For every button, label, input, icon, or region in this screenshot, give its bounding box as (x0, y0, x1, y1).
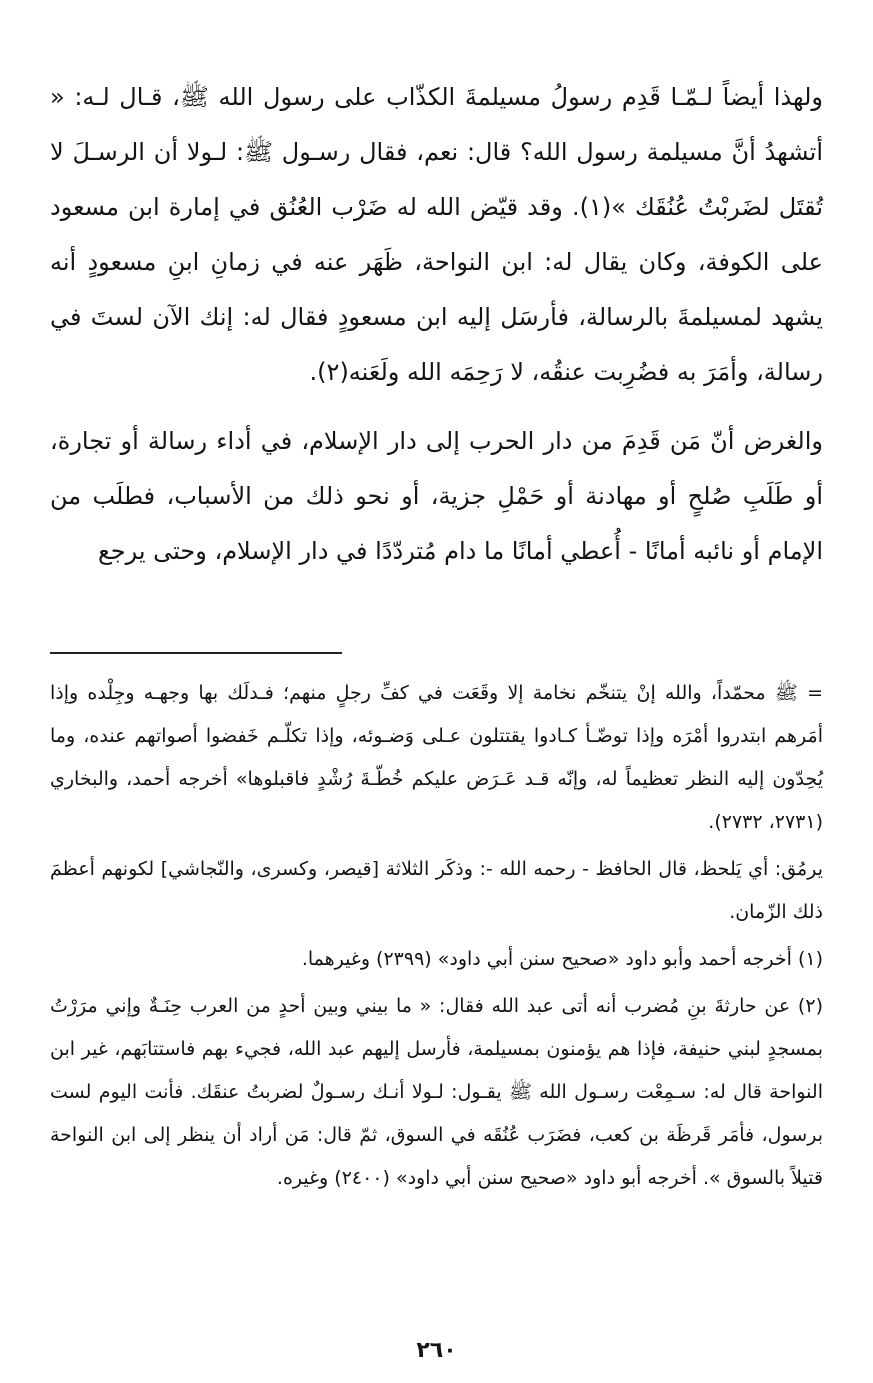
footnote-1: (١) أخرجه أحمد وأبو داود «صحيح سنن أبي داود» (٢٣٩٩) وغيرهما. (301, 948, 823, 970)
main-paragraph-2: والغرض أنّ مَن قَدِمَ من دار الحرب إلى دار الإسلام، في أداء رسالة أو تجارة، أو طَلَبِ صُلحٍ أو مهادنة أو حَمْلِ جزية، أو نحو ذلك من الأسباب، فطلَب من الإمام أو نائبه أمانًا - أُعطي أمانًا ما دام مُتردّدًا في دار الإسلام، وحتى يرجع (50, 427, 823, 565)
main-paragraph-1: ولهذا أيضاً لـمّـا قَدِم رسولُ مسيلمةَ الكذّاب على رسول الله ﷺ، قـال لـه: « أتشهدُ أنَّ مسيلمة رسول الله؟ قال: نعم، فقال رسـول ﷺ: لـولا أن الرسـلَ لا تُقتَل لضَربْتُ عُنُقَك »(١). وقد قيّض الله له ضَرْب العُنُق في إمارة ابن مسعود على الكوفة، وكان يقال له: ابن النواحة، ظَهَر عنه في زمانِ ابنِ مسعودٍ أنه يشهد لمسيلمةَ بالرسالة، فأرسَل إليه ابن مسعودٍ فقال له: إنك الآن لستَ في رسالة، وأمَرَ به فضُرِبت عنقُه، لا رَحِمَه الله ولَعَنه(٢). (50, 83, 823, 386)
footnote-2: (٢) عن حارثةَ بنِ مُضرب أنه أتى عبد الله فقال: « ما بيني وبين أحدٍ من العرب حِنَـةٌ وإني مرَرْتُ بمسجدٍ لبني حنيفة، فإذا هم يؤمنون بمسيلمة، فأرسل إليهم عبد الله، فجيء بهم فاستتابَهم، غير ابن النواحة قال له: سـمِعْت رسـول الله ﷺ يقـول: لـولا أنـك رسـولٌ لضربتُ عنقَك. فأنت اليوم لست برسول، فأمَر قَرظَة بن كعب، فضَرَب عُنُقَه في السوق، ثمّ قال: مَن أراد أن ينظر إلى ابن النواحة قتيلاً بالسوق ». أخرجه أبو داود «صحيح سنن أبي داود» (٢٤٠٠) وغيره. (50, 995, 823, 1189)
footnote-continuation: = ﷺ محمّداً، والله إنْ يتنخّم نخامة إلا وقَعَت في كفِّ رجلٍ منهم؛ فـدلَك بها وجهـه وجِلْده وإذا أمَرهم ابتدروا أمْرَه وإذا توضّـأ كـادوا يقتتلون عـلى وَضـوئه، وإذا تكلّـم خَفضوا أصواتهم عنده، وما يُحِدّون إليه النظر تعظيماً له، وإنّه قـد عَـرَض عليكم خُطّـةَ رُشْدٍ فاقبلوها» أخرجه أحمد، والبخاري (٢٧٣١، ٢٧٣٢). (50, 682, 823, 833)
page-body (50, 70, 823, 579)
page-number: ٢٦٠ (416, 1338, 457, 1363)
footnote-note: يرمُق: أي يَلحظ، قال الحافظ - رحمه الله -: وذكَر الثلاثة [قيصر، وكسرى، والنّجاشي] لكونهم أعظمَ ذلك الزّمان. (50, 858, 823, 923)
footnote-divider (50, 652, 342, 654)
footnotes (50, 672, 823, 1200)
main-text (50, 70, 823, 579)
